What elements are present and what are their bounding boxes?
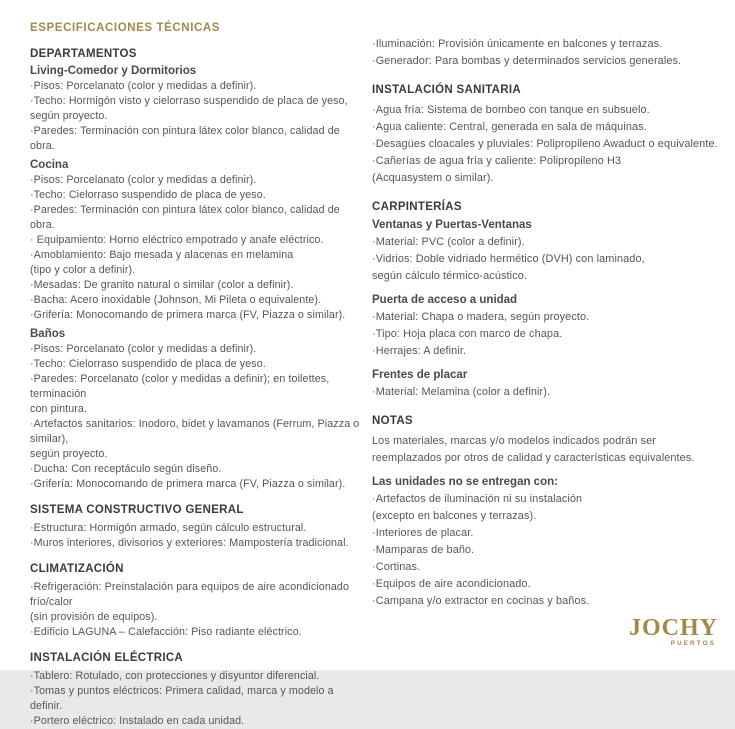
spec-line: (excepto en balcones y terrazas). [372, 510, 537, 522]
spec-block [372, 219, 720, 285]
spec-block [372, 102, 720, 187]
block-subheading: Baños [30, 328, 66, 340]
spec-line: ·Estructura: Hormigón armado, según cálculo estructural. [30, 522, 307, 534]
company-logo [608, 616, 718, 647]
spec-section [372, 415, 720, 610]
block-subheading: Cocina [30, 159, 69, 171]
spec-line: ·Bacha: Acero inoxidable (Johnson, Mi Pileta o equivalente). [30, 294, 322, 306]
spec-line: ·Mamparas de baño. [372, 544, 475, 556]
spec-line: ·Pisos: Porcelanato (color y medidas a definir). [30, 80, 257, 92]
spec-block [372, 294, 720, 360]
right-column [372, 36, 720, 610]
spec-section [30, 48, 366, 492]
spec-line: ·Techo: Hormigón visto y cielorraso suspendido de placa de yeso, [30, 95, 348, 107]
spec-line: ·Refrigeración: Preinstalación para equipos de aire acondicionado frío/calor [30, 581, 350, 608]
spec-block [30, 669, 366, 729]
spec-line: ·Paredes: Terminación con pintura látex color blanco, calidad de obra. [30, 204, 340, 231]
block-subheading: Puerta de acceso a unidad [372, 294, 518, 306]
spec-line: según proyecto. [30, 448, 108, 460]
spec-line: ·Material: PVC (color a definir). [372, 236, 525, 248]
spec-line: ·Material: Melamina (color a definir). [372, 386, 551, 398]
spec-line: ·Artefactos de iluminación ni su instalación [372, 493, 583, 505]
section-heading: NOTAS [372, 415, 413, 427]
spec-line: ·Tomas y puntos eléctricos: Primera calidad, marca y modelo a definir. [30, 685, 334, 712]
section-heading: CLIMATIZACIÓN [30, 563, 124, 575]
spec-line: ·Agua fría: Sistema de bombeo con tanque en subsuelo. [372, 104, 650, 116]
logo-brand-text: JOCHY [629, 615, 718, 641]
spec-line: ·Generador: Para bombas y determinados servicios generales. [372, 55, 682, 67]
spec-line: (Acquasystem o similar). [372, 172, 494, 184]
spec-line: ·Paredes: Porcelanato (color y medidas a definir); en toilettes, terminación [30, 373, 330, 400]
spec-line: ·Campana y/o extractor en cocinas y baños. [372, 595, 590, 607]
spec-block [30, 580, 366, 640]
spec-line: ·Interiores de placar. [372, 527, 474, 539]
spec-line: ·Desagües cloacales y pluviales: Polipropileno Awaduct o equivalente. [372, 138, 718, 150]
spec-line: Los materiales, marcas y/o modelos indicados podrán ser [372, 435, 656, 447]
spec-line: ·Artefactos sanitarios: Inodoro, bidet y lavamanos (Ferrum, Piazza o similar), [30, 418, 360, 445]
spec-line: según cálculo térmico-acústico. [372, 270, 528, 282]
section-heading: CARPINTERÍAS [372, 201, 462, 213]
section-heading: SISTEMA CONSTRUCTIVO GENERAL [30, 504, 244, 516]
spec-block [372, 433, 720, 467]
section-heading: INSTALACIÓN SANITARIA [372, 84, 521, 96]
spec-section [372, 36, 720, 70]
spec-line: según proyecto. [30, 110, 108, 122]
spec-line: ·Pisos: Porcelanato (color y medidas a definir). [30, 174, 257, 186]
spec-line: ·Tipo: Hoja placa con marco de chapa. [372, 328, 563, 340]
left-column [30, 48, 366, 729]
spec-line: ·Material: Chapa o madera, según proyecto. [372, 311, 590, 323]
spec-line: ·Portero eléctrico: Instalado en cada unidad. [30, 715, 245, 727]
spec-line: con pintura. [30, 403, 88, 415]
spec-block [30, 159, 366, 323]
spec-line: ·Equipos de aire acondicionado. [372, 578, 531, 590]
spec-line: ·Iluminación: Provisión únicamente en balcones y terrazas. [372, 38, 663, 50]
spec-line: ·Agua caliente: Central, generada en sala de máquinas. [372, 121, 647, 133]
block-subheading: Living-Comedor y Dormitorios [30, 65, 197, 77]
spec-block [30, 328, 366, 492]
spec-block [372, 476, 720, 610]
spec-line: ·Herrajes: A definir. [372, 345, 467, 357]
spec-line: ·Pisos: Porcelanato (color y medidas a definir). [30, 343, 257, 355]
spec-block [30, 65, 366, 154]
page-title: ESPECIFICACIONES TÉCNICAS [30, 22, 221, 34]
spec-line: ·Cortinas. [372, 561, 421, 573]
spec-line: ·Ducha: Con receptáculo según diseño. [30, 463, 222, 475]
spec-section [372, 201, 720, 401]
spec-line: ·Techo: Cielorraso suspendido de placa de yeso. [30, 358, 266, 370]
spec-block [30, 521, 366, 551]
spec-line: ·Techo: Cielorraso suspendido de placa de yeso. [30, 189, 266, 201]
spec-line: ·Vidrios: Doble vidriado hermético (DVH) con laminado, [372, 253, 645, 265]
spec-line: · Equipamiento: Horno eléctrico empotrado y anafe eléctrico. [30, 234, 324, 246]
spec-line: ·Grifería: Monocomando de primera marca (FV, Piazza o similar). [30, 309, 346, 321]
spec-block [372, 369, 720, 401]
block-subheading: Frentes de placar [372, 369, 468, 381]
spec-line: ·Muros interiores, divisorios y exteriores: Mampostería tradicional. [30, 537, 349, 549]
spec-line: ·Cañerías de agua fría y caliente: Polipropileno H3 [372, 155, 622, 167]
section-heading: DEPARTAMENTOS [30, 48, 137, 60]
spec-line: ·Edificio LAGUNA – Calefacción: Piso radiante eléctrico. [30, 626, 302, 638]
spec-line: ·Paredes: Terminación con pintura látex color blanco, calidad de obra. [30, 125, 340, 152]
spec-line: ·Amoblamiento: Bajo mesada y alacenas en melamina [30, 249, 294, 261]
spec-section [30, 563, 366, 640]
logo-tagline-text: PUERTOS [670, 640, 716, 647]
spec-line: (sin provisión de equipos). [30, 611, 158, 623]
section-heading: INSTALACIÓN ELÉCTRICA [30, 652, 184, 664]
spec-line: reemplazados por otros de calidad y características equivalentes. [372, 452, 695, 464]
spec-line: ·Tablero: Rotulado, con protecciones y disyuntor diferencial. [30, 670, 320, 682]
block-subheading: Ventanas y Puertas-Ventanas [372, 219, 532, 231]
spec-line: (tipo y color a definir). [30, 264, 136, 276]
spec-line: ·Grifería: Monocomando de primera marca (FV, Piazza o similar). [30, 478, 346, 490]
spec-section [372, 84, 720, 187]
spec-section [30, 652, 366, 729]
block-subheading: Las unidades no se entregan con: [372, 476, 558, 488]
spec-block [372, 36, 720, 70]
spec-section [30, 504, 366, 551]
spec-line: ·Mesadas: De granito natural o similar (color a definir). [30, 279, 294, 291]
